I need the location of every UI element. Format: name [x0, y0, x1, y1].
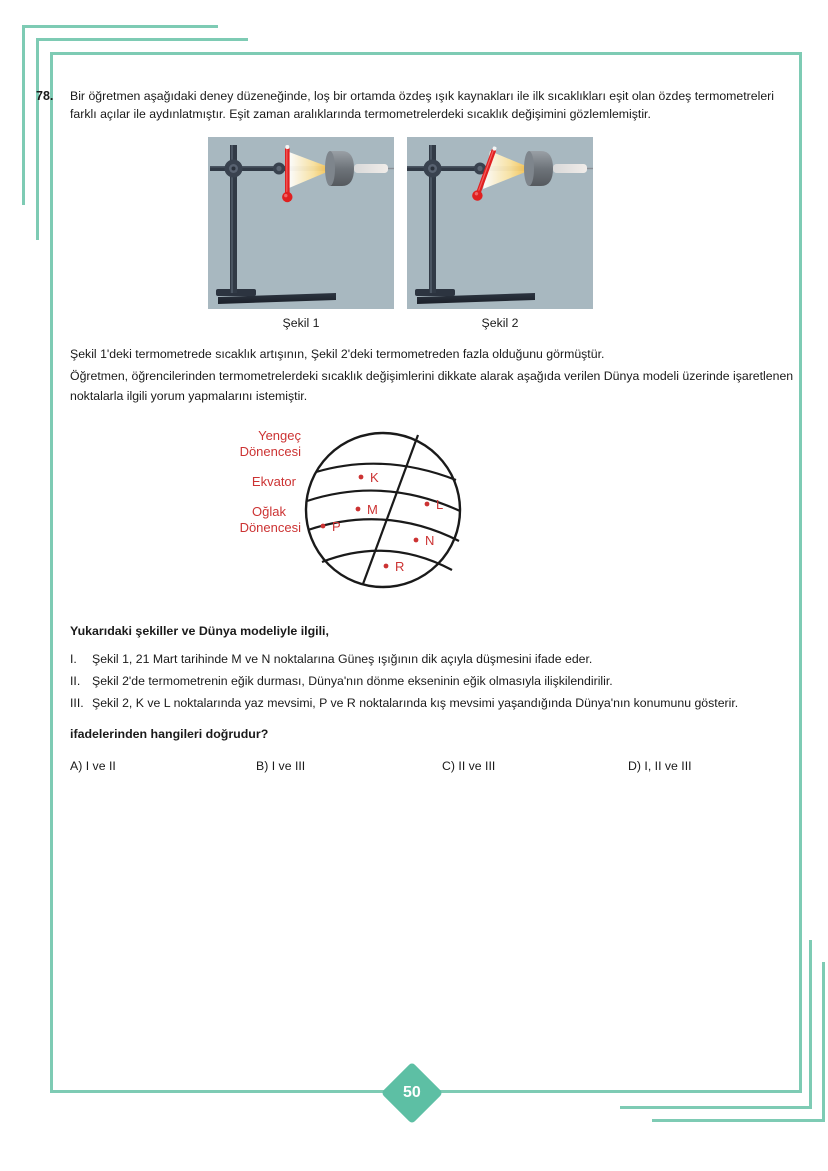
paragraph-1: Şekil 1'deki termometrede sıcaklık artışının, Şekil 2'deki termometreden fazla olduğunu görmüştür.: [70, 347, 605, 362]
lead-in-text: Yukarıdaki şekiller ve Dünya modeliyle ilgili,: [70, 624, 329, 639]
answer-option-a[interactable]: [70, 759, 256, 773]
point-dot-M: [356, 507, 361, 512]
corner-frame-bottom-right-middle-horizontal: [620, 1106, 812, 1109]
answer-option-d[interactable]: [628, 759, 814, 773]
statement-numeral-1: I.: [70, 652, 77, 667]
answer-option-b[interactable]: [256, 759, 442, 773]
point-label-P: P: [332, 519, 341, 535]
earth-model-svg: [188, 418, 508, 603]
point-dot-P: [321, 524, 326, 529]
label-tropic-of-capricorn-line2: Dönencesi: [239, 520, 301, 536]
answer-option-d-text: I, II ve III: [644, 759, 692, 774]
corner-frame-bottom-right-outer-vertical: [822, 962, 825, 1122]
answer-option-d-key: D): [628, 759, 641, 774]
statements-list: [70, 650, 796, 713]
figure-1-block: [208, 137, 394, 330]
figure-1-apparatus-image: [208, 137, 394, 309]
point-dot-K: [359, 475, 364, 480]
point-label-M: M: [367, 502, 378, 518]
figure-1-caption: Şekil 1: [282, 316, 320, 331]
earth-model-diagram: [188, 418, 796, 608]
corner-frame-bottom-right-outer-horizontal: [652, 1119, 825, 1122]
statement-item-2: [70, 672, 796, 691]
statement-text-1: Şekil 1, 21 Mart tarihinde M ve N noktalarına Güneş ışığının dik açıyla düşmesini ifade eder.: [92, 652, 593, 667]
point-label-N: N: [425, 533, 435, 549]
experiment-figures: [208, 137, 796, 330]
point-label-K: K: [370, 470, 379, 486]
label-equator: Ekvator: [251, 474, 296, 490]
statement-numeral-2: II.: [70, 674, 81, 689]
statement-text-2: Şekil 2'de termometrenin eğik durması, Dünya'nın dönme ekseninin eğik olmasıyla ilişkilendirilir.: [92, 674, 613, 689]
corner-frame-top-left-outer-vertical: [22, 25, 25, 205]
point-dot-N: [414, 538, 419, 543]
corner-frame-top-left-middle-horizontal: [36, 38, 248, 41]
figure-2-block: [407, 137, 593, 330]
label-tropic-of-capricorn-line1: Oğlak: [252, 504, 286, 520]
corner-frame-top-left-outer-horizontal: [22, 25, 218, 28]
point-label-L: L: [436, 497, 444, 513]
answer-option-c-text: II ve III: [458, 759, 496, 774]
label-tropic-of-cancer-line2: Dönencesi: [239, 444, 301, 460]
answer-options: [70, 759, 796, 773]
answer-option-b-key: B): [256, 759, 269, 774]
question-number: 78.: [36, 89, 54, 103]
label-tropic-of-cancer-line1: Yengeç: [258, 428, 301, 444]
question-stem-text: Bir öğretmen aşağıdaki deney düzeneğinde, loş bir ortamda özdeş ışık kaynakları ile ilk sıcaklıkları eşit olan özdeş termometreleri farklı açılar ile aydınlatmıştır. Eşit zaman aralıklarında termometrelerdeki sıcaklık değişimini gözlemlemiştir.: [70, 89, 774, 121]
answer-option-a-key: A): [70, 759, 83, 774]
point-dot-L: [425, 502, 430, 507]
figure-2-apparatus-image: [407, 137, 593, 309]
question-content: [36, 88, 796, 773]
corner-frame-bottom-right-middle-vertical: [809, 940, 812, 1109]
question-prompt: ifadelerinden hangileri doğrudur?: [70, 727, 269, 742]
figure-2-caption: Şekil 2: [481, 316, 519, 331]
statement-item-1: [70, 650, 796, 669]
answer-option-c-key: C): [442, 759, 455, 774]
answer-option-c[interactable]: [442, 759, 628, 773]
question-stem-row: [36, 88, 796, 123]
paragraph-2: Öğretmen, öğrencilerinden termometrelerdeki sıcaklık değişimlerini dikkate alarak aşağıda verilen Dünya modeli üzerinde işaretlenen noktalarla ilgili yorum yapmalarını istemiştir.: [70, 369, 794, 404]
statement-item-3: [70, 694, 796, 713]
statement-numeral-3: III.: [70, 696, 84, 711]
point-dot-R: [384, 564, 389, 569]
answer-option-b-text: I ve III: [271, 759, 306, 774]
point-label-R: R: [395, 559, 405, 575]
page-number-text: 50: [403, 1083, 421, 1101]
statement-text-3: Şekil 2, K ve L noktalarında yaz mevsimi, P ve R noktalarında kış mevsimi yaşandığında Dünya'nın konumunu gösterir.: [92, 696, 739, 711]
answer-option-a-text: I ve II: [85, 759, 116, 774]
